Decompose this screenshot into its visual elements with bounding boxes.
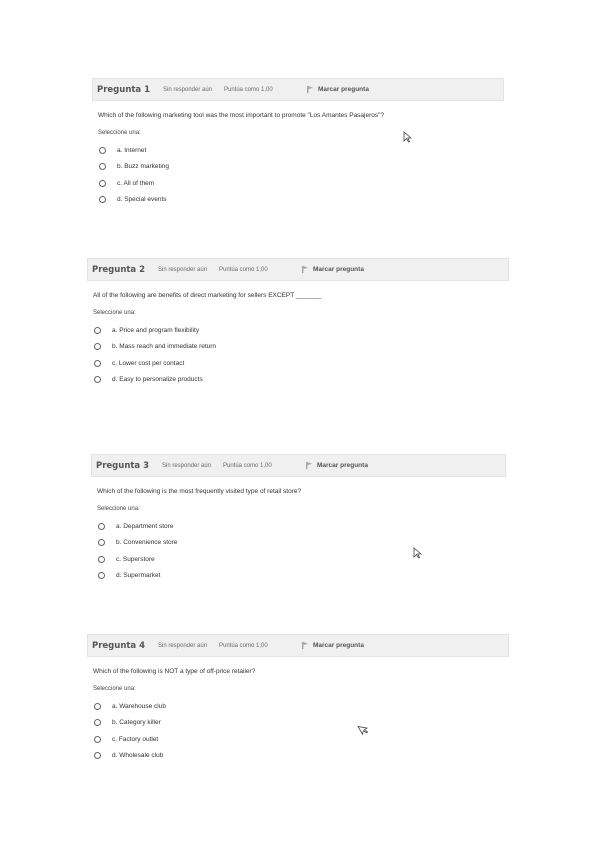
answer-option[interactable] — [99, 175, 504, 192]
radio-button[interactable] — [94, 719, 101, 726]
answer-option[interactable] — [94, 355, 509, 372]
flag-icon — [301, 641, 310, 650]
answer-label[interactable]: a. Price and program flexibility — [112, 326, 200, 334]
question-text: All of the following are benefits of direct marketing for sellers EXCEPT _______ — [93, 292, 322, 299]
answer-option[interactable] — [94, 715, 509, 732]
answer-options — [99, 142, 504, 208]
answer-label[interactable]: b. Category killer — [112, 719, 161, 727]
answer-option[interactable] — [98, 535, 506, 552]
question-status: Sin responder aún — [162, 462, 212, 469]
flag-question-label: Marcar pregunta — [317, 462, 368, 469]
answer-label[interactable]: c. Superstore — [116, 555, 155, 563]
answer-label[interactable]: b. Buzz marketing — [117, 163, 170, 171]
question-status: Sin responder aún — [158, 266, 208, 273]
question-text: Which of the following marketing tool was the most important to promote "Los Amantes Pasajeros"? — [98, 112, 385, 119]
answer-option[interactable] — [94, 731, 509, 748]
question-title: Pregunta 2 — [92, 264, 146, 275]
radio-button[interactable] — [98, 556, 105, 563]
question-3 — [91, 454, 506, 584]
question-text: Which of the following is the most frequently visited type of retail store? — [97, 488, 302, 495]
answer-label[interactable]: b. Mass reach and immediate return — [112, 343, 217, 351]
answer-label[interactable]: d. Supermarket — [116, 572, 161, 580]
question-points: Puntúa como 1,00 — [219, 266, 268, 273]
question-header — [91, 454, 506, 477]
answer-label[interactable]: c. Lower cost per contact — [112, 359, 185, 367]
flag-question-button[interactable] — [301, 265, 364, 274]
answer-option[interactable] — [94, 372, 509, 389]
radio-button[interactable] — [94, 752, 101, 759]
flag-icon — [305, 461, 314, 470]
question-points: Puntúa como 1,00 — [219, 642, 268, 649]
mouse-cursor-icon — [413, 547, 422, 559]
question-title: Pregunta 1 — [97, 84, 151, 95]
radio-button[interactable] — [98, 572, 105, 579]
answer-options — [94, 698, 509, 764]
answer-label[interactable]: c. All of them — [117, 179, 155, 187]
answer-options — [94, 322, 509, 388]
answer-label[interactable]: a. Internet — [117, 146, 147, 154]
question-status: Sin responder aún — [163, 86, 213, 93]
flag-question-button[interactable] — [305, 461, 368, 470]
answer-option[interactable] — [99, 142, 504, 159]
question-title: Pregunta 4 — [92, 640, 146, 651]
radio-button[interactable] — [99, 163, 106, 170]
answer-option[interactable] — [94, 748, 509, 765]
answer-option[interactable] — [94, 339, 509, 356]
radio-button[interactable] — [94, 327, 101, 334]
question-header — [87, 634, 509, 657]
answer-label[interactable]: d. Wholesale club — [112, 752, 164, 760]
flag-question-label: Marcar pregunta — [313, 266, 364, 273]
radio-button[interactable] — [94, 736, 101, 743]
answer-label[interactable]: d. Easy to personalize products — [112, 376, 203, 384]
answer-label[interactable]: b. Convenience store — [116, 539, 178, 547]
answer-option[interactable] — [94, 698, 509, 715]
radio-button[interactable] — [99, 196, 106, 203]
answer-label[interactable]: d. Special events — [117, 196, 167, 204]
answer-option[interactable] — [99, 192, 504, 209]
select-one-label: Seleccione una: — [97, 506, 140, 512]
flag-icon — [306, 85, 315, 94]
flag-question-label: Marcar pregunta — [313, 642, 364, 649]
answer-label[interactable]: c. Factory outlet — [112, 735, 159, 743]
flag-icon — [301, 265, 310, 274]
question-points: Puntúa como 1,00 — [224, 86, 273, 93]
mouse-cursor-icon — [403, 131, 412, 143]
answer-option[interactable] — [94, 322, 509, 339]
question-2 — [87, 258, 509, 388]
question-title: Pregunta 3 — [96, 460, 150, 471]
radio-button[interactable] — [94, 343, 101, 350]
flag-question-label: Marcar pregunta — [318, 86, 369, 93]
answer-label[interactable]: a. Department store — [116, 522, 174, 530]
answer-option[interactable] — [98, 551, 506, 568]
answer-options — [98, 518, 506, 584]
answer-option[interactable] — [98, 568, 506, 585]
question-4 — [87, 634, 509, 764]
radio-button[interactable] — [98, 523, 105, 530]
question-header — [92, 78, 504, 101]
question-status: Sin responder aún — [158, 642, 208, 649]
radio-button[interactable] — [94, 703, 101, 710]
flag-question-button[interactable] — [301, 641, 364, 650]
question-1 — [92, 78, 504, 208]
select-one-label: Seleccione una: — [93, 310, 136, 316]
answer-option[interactable] — [99, 159, 504, 176]
radio-button[interactable] — [94, 376, 101, 383]
question-header — [87, 258, 509, 281]
select-one-label: Seleccione una: — [98, 130, 141, 136]
flag-question-button[interactable] — [306, 85, 369, 94]
question-points: Puntúa como 1,00 — [223, 462, 272, 469]
answer-option[interactable] — [98, 518, 506, 535]
radio-button[interactable] — [99, 147, 106, 154]
radio-button[interactable] — [98, 539, 105, 546]
radio-button[interactable] — [99, 180, 106, 187]
question-text: Which of the following is NOT a type of off-price retailer? — [93, 668, 256, 675]
answer-label[interactable]: a. Warehouse club — [112, 702, 166, 710]
select-one-label: Seleccione una: — [93, 686, 136, 692]
radio-button[interactable] — [94, 360, 101, 367]
